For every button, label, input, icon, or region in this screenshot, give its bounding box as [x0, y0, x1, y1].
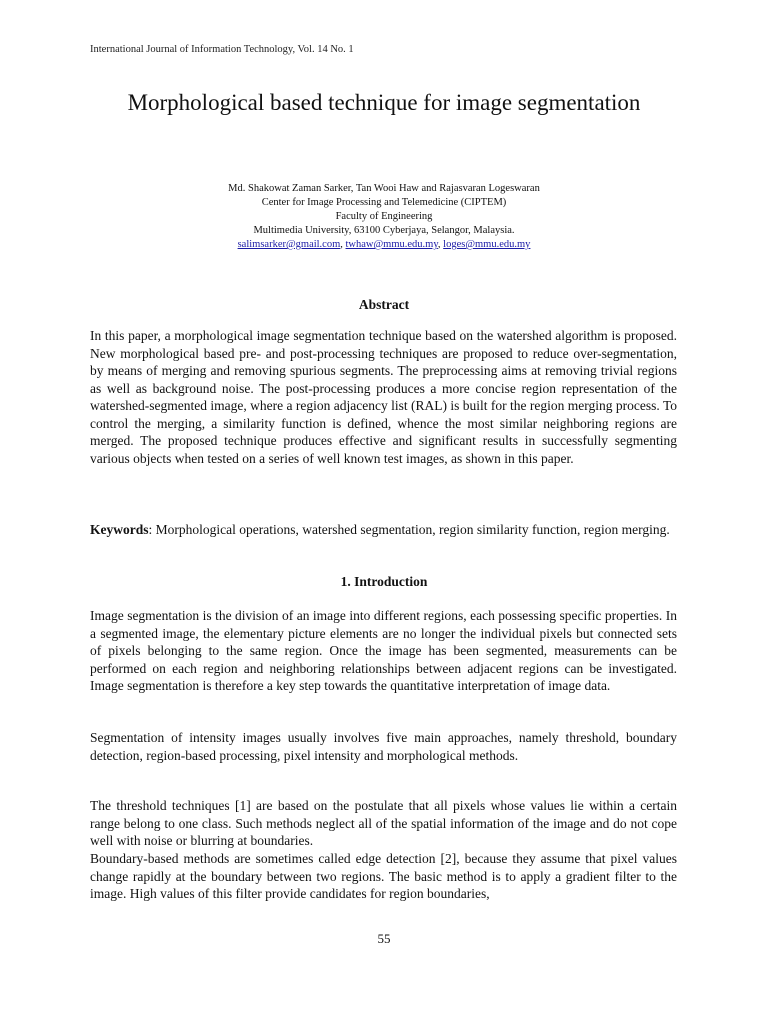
- email-separator: ,: [437, 239, 444, 250]
- journal-header: International Journal of Information Technology, Vol. 14 No. 1: [90, 44, 354, 55]
- keywords-paragraph: [90, 521, 677, 539]
- email-separator: ,: [340, 239, 346, 250]
- intro-paragraph-4: Boundary-based methods are sometimes called edge detection [2], because they assume that pixel values change rapidly at the boundary between two regions. The basic method is to apply a gradient filter to the image. High values of this filter provide candidates for region boundaries,: [90, 851, 677, 901]
- author-emails: [0, 238, 768, 252]
- intro-paragraph-2: Segmentation of intensity images usually involves five main approaches, namely threshold, boundary detection, region-based processing, pixel intensity and morphological methods.: [90, 730, 677, 763]
- author-faculty: Faculty of Engineering: [335, 211, 433, 222]
- page-number: 55: [377, 931, 391, 946]
- author-names: Md. Shakowat Zaman Sarker, Tan Wooi Haw and Rajasvaran Logeswaran: [228, 183, 540, 194]
- intro-paragraph-1: Image segmentation is the division of an image into different regions, each possessing specific properties. In a segmented image, the elementary picture elements are no longer the individual pixels but connected sets of pixels belonging to the same region. Once the image has been segmented, measurements can be performed on each region and neighboring relationships between adjacent regions can be investigated. Image segmentation is therefore a key step towards the quantitative interpretation of image data.: [90, 608, 677, 693]
- email-link-1[interactable]: salimsarker@gmail.com: [237, 239, 341, 250]
- paper-title: Morphological based technique for image segmentation: [127, 90, 641, 115]
- author-center: Center for Image Processing and Telemedicine (CIPTEM): [261, 197, 507, 208]
- email-link-2[interactable]: twhaw@mmu.edu.my: [345, 239, 438, 250]
- intro-paragraph-3: The threshold techniques [1] are based on the postulate that all pixels whose values lie within a certain range belong to one class. Such methods neglect all of the spatial information of the image and do not cope well with noise or blurring at boundaries.: [90, 798, 677, 848]
- keywords-label: Keywords: [90, 522, 149, 537]
- author-block: [0, 182, 768, 252]
- keywords-text: : Morphological operations, watershed segmentation, region similarity function, region merging.: [148, 522, 670, 537]
- section-heading-introduction: 1. Introduction: [340, 574, 428, 589]
- abstract-heading: Abstract: [358, 297, 410, 312]
- abstract-text: In this paper, a morphological image segmentation technique based on the watershed algorithm is proposed. New morphological based pre- and post-processing techniques are proposed to reduce over-segmentation, by means of merging and removing spurious segments. The preprocessing aims at removing trivial regions as well as background noise. The post-processing produces a more concise region representation of the watershed-segmented image, where a region adjacency list (RAL) is built for the region merging process. To control the merging, a similarity function is defined, whence the most similar neighboring regions are merged. The proposed technique produces effective and significant results in successfully segmenting various objects when tested on a series of well known test images, as shown in this paper.: [90, 328, 677, 466]
- author-address: Multimedia University, 63100 Cyberjaya, Selangor, Malaysia.: [253, 225, 515, 236]
- email-link-3[interactable]: loges@mmu.edu.my: [443, 239, 531, 250]
